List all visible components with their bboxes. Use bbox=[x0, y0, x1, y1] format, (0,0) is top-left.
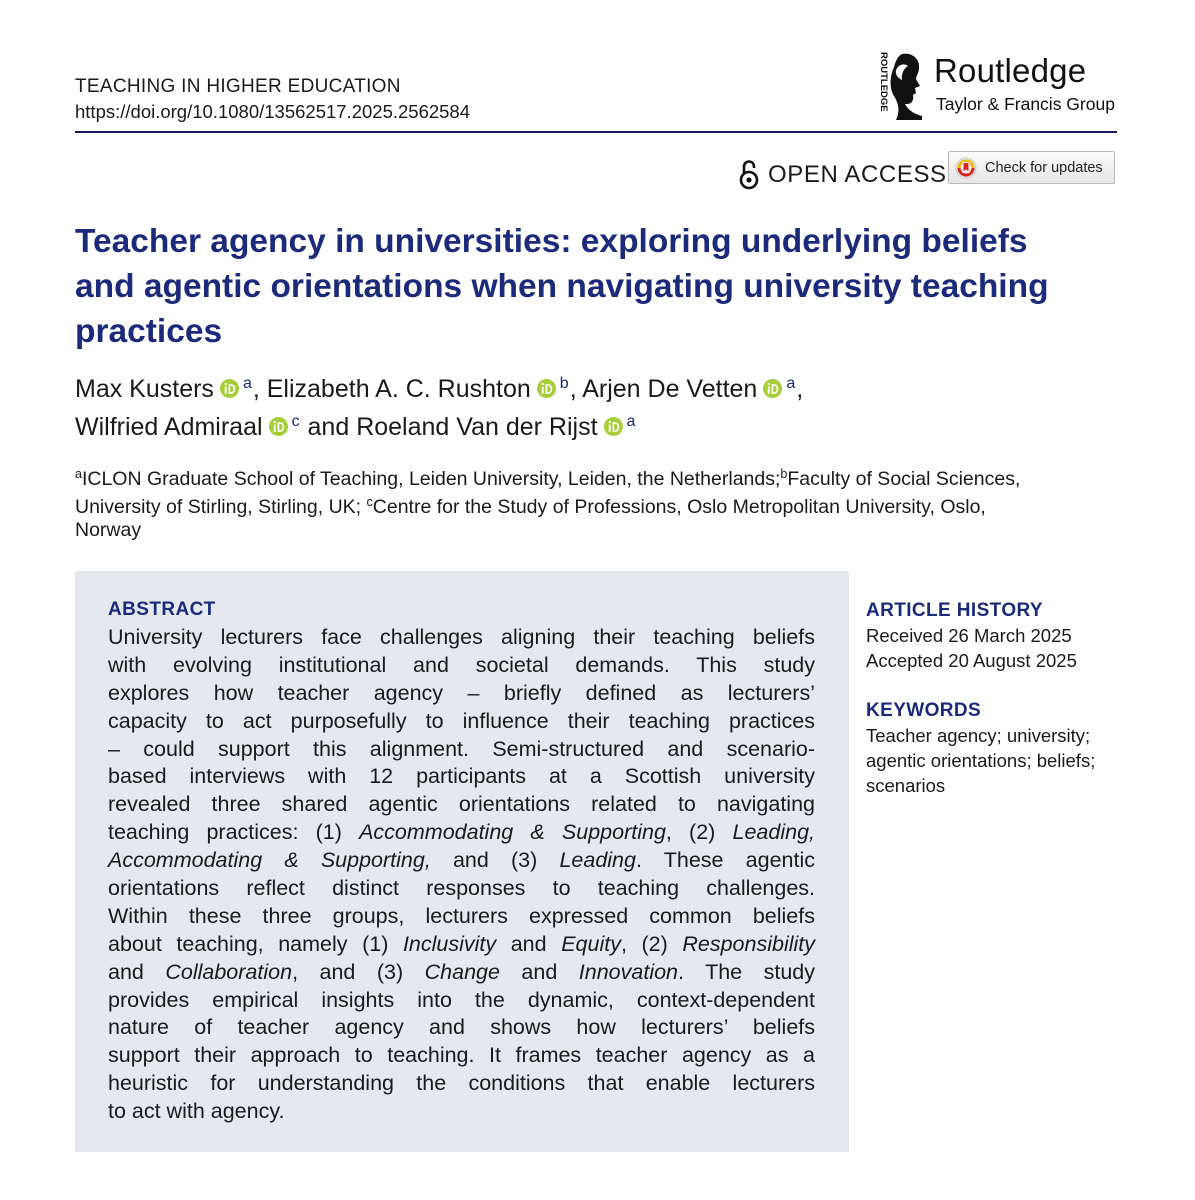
abstract-line: orientations reflect distinct responses to teaching challenges. bbox=[108, 876, 815, 901]
abstract-italic: Responsibility bbox=[682, 931, 816, 956]
abstract-text bbox=[108, 624, 815, 1126]
author-list bbox=[75, 365, 1135, 441]
check-updates-icon bbox=[955, 157, 977, 179]
abstract-italic: Inclusivity bbox=[402, 931, 497, 956]
publisher-logo bbox=[872, 50, 1122, 122]
affiliation-text: ICLON Graduate School of Teaching, Leiden University, Leiden, the Netherlands; bbox=[81, 468, 781, 490]
author-name[interactable]: Arjen De Vetten bbox=[582, 375, 758, 403]
affiliation-marker[interactable]: b bbox=[559, 375, 569, 392]
header-divider bbox=[75, 131, 1117, 133]
abstract-italic: Change bbox=[424, 959, 500, 984]
keywords-line: Teacher agency; university; bbox=[866, 725, 1091, 746]
orcid-icon[interactable] bbox=[763, 379, 782, 398]
publisher-group: Taylor & Francis Group bbox=[936, 94, 1115, 114]
author-name[interactable]: Roeland Van der Rijst bbox=[356, 413, 598, 441]
abstract-fragment: , (2) bbox=[665, 820, 733, 845]
abstract-line: heuristic for understanding the conditions that enable lecturers bbox=[108, 1071, 815, 1096]
title-line: and agentic orientations when navigating university teaching bbox=[75, 268, 1049, 305]
abstract-line: revealed three shared agentic orientations related to navigating bbox=[108, 792, 815, 817]
affiliation-marker[interactable]: a bbox=[626, 413, 636, 430]
received-date: Received 26 March 2025 bbox=[866, 625, 1072, 646]
author-name[interactable]: Elizabeth A. C. Rushton bbox=[266, 375, 531, 403]
keywords-heading: KEYWORDS bbox=[866, 700, 982, 721]
affiliation-marker[interactable]: a bbox=[242, 375, 252, 392]
abstract-line: Within these three groups, lecturers expressed common beliefs bbox=[108, 903, 815, 928]
abstract-heading: ABSTRACT bbox=[108, 599, 216, 620]
accepted-date: Accepted 20 August 2025 bbox=[866, 650, 1077, 671]
abstract-line: to act with agency. bbox=[108, 1099, 285, 1124]
author-line: Max Kusters $^a$, Elizabeth A. C. Rushton $^b$, Arjen De Vetten $^a$, bbox=[75, 375, 804, 403]
abstract-italic: Leading, bbox=[732, 820, 815, 845]
abstract-fragment: , and (3) bbox=[292, 959, 425, 984]
abstract-line bbox=[108, 931, 815, 959]
abstract-fragment: and bbox=[108, 959, 166, 984]
doi-link[interactable]: https://doi.org/10.1080/13562517.2025.2562584 bbox=[75, 101, 471, 122]
orcid-icon[interactable] bbox=[537, 379, 556, 398]
affiliations bbox=[75, 460, 1120, 544]
affiliation-marker[interactable]: a bbox=[786, 375, 796, 392]
affiliation-text: Faculty of Social Sciences, bbox=[787, 468, 1021, 490]
routledge-head-icon bbox=[872, 50, 928, 122]
abstract-italic: Collaboration bbox=[165, 959, 293, 984]
orcid-icon[interactable] bbox=[604, 417, 623, 436]
keywords-line: agentic orientations; beliefs; bbox=[866, 750, 1096, 771]
publisher-vertical-text: ROUTLEDGE bbox=[878, 52, 889, 112]
affiliation-key: b bbox=[780, 467, 788, 481]
orcid-icon[interactable] bbox=[220, 379, 239, 398]
authors-joiner: and bbox=[307, 413, 350, 441]
affiliation-marker[interactable]: c bbox=[291, 413, 300, 430]
abstract-italic: Accommodating & Supporting bbox=[359, 820, 666, 845]
abstract-fragment: and (3) bbox=[430, 848, 560, 873]
abstract-line: explores how teacher agency – briefly defined as lecturers’ bbox=[108, 680, 815, 705]
title-line: Teacher agency in universities: exploring underlying beliefs bbox=[75, 223, 1028, 260]
abstract-line: capacity to act purposefully to influence their teaching practices bbox=[108, 708, 815, 733]
affiliation-text: Centre for the Study of Professions, Oslo Metropolitan University, Oslo, bbox=[372, 496, 986, 518]
abstract-fragment: . These agentic bbox=[635, 848, 815, 873]
abstract-fragment: and bbox=[496, 931, 562, 956]
publisher-name: Routledge bbox=[934, 52, 1087, 89]
abstract-line: based interviews with 12 participants at a Scottish university bbox=[108, 764, 815, 789]
journal-name: TEACHING IN HIGHER EDUCATION bbox=[75, 76, 401, 97]
abstract-fragment: , (2) bbox=[620, 931, 683, 956]
abstract-fragment: teaching practices: (1) bbox=[108, 820, 360, 845]
affiliation-line bbox=[75, 516, 1120, 544]
abstract-italic: Equity bbox=[561, 931, 621, 956]
abstract-line bbox=[108, 819, 815, 847]
abstract-italic: Leading bbox=[559, 848, 636, 873]
affiliation-key: c bbox=[366, 495, 373, 509]
abstract-fragment: and bbox=[499, 959, 579, 984]
keywords bbox=[866, 698, 1126, 798]
abstract-line: – could support this alignment. Semi-structured and scenario- bbox=[108, 736, 815, 761]
abstract-line: nature of teacher agency and shows how lecturers’ beliefs bbox=[108, 1015, 815, 1040]
open-access-label: OPEN ACCESS bbox=[768, 161, 947, 188]
open-lock-icon bbox=[738, 160, 760, 190]
abstract-fragment: about teaching, namely (1) bbox=[108, 931, 403, 956]
abstract-fragment: . The study bbox=[678, 959, 815, 984]
title-line: practices bbox=[75, 313, 223, 350]
orcid-icon[interactable] bbox=[269, 417, 288, 436]
keywords-line: scenarios bbox=[866, 775, 946, 796]
abstract-italic: Innovation bbox=[578, 959, 679, 984]
abstract-line: provides empirical insights into the dynamic, context-dependent bbox=[108, 987, 815, 1012]
author-name[interactable]: Max Kusters bbox=[75, 375, 214, 403]
affiliation-line bbox=[75, 460, 1120, 488]
article-history-heading: ARTICLE HISTORY bbox=[866, 600, 1044, 621]
affiliation-key: a bbox=[75, 467, 82, 481]
affiliation-text: University of Stirling, Stirling, UK; bbox=[75, 496, 362, 518]
abstract-line: support their approach to teaching. It frames teacher agency as a bbox=[108, 1043, 815, 1068]
open-access-badge bbox=[738, 158, 947, 192]
abstract-line bbox=[108, 847, 815, 875]
article-history bbox=[866, 598, 1126, 673]
check-for-updates-button[interactable] bbox=[948, 151, 1115, 184]
affiliation-text: Norway bbox=[75, 519, 142, 541]
abstract-line bbox=[108, 959, 815, 987]
affiliation-line bbox=[75, 488, 1120, 516]
author-line bbox=[75, 403, 1135, 441]
article-title bbox=[75, 219, 1135, 354]
abstract-italic: Accommodating & Supporting, bbox=[108, 848, 431, 873]
check-for-updates-label: Check for updates bbox=[985, 159, 1103, 176]
abstract-line: University lecturers face challenges aligning their teaching beliefs bbox=[108, 625, 815, 649]
abstract-line: with evolving institutional and societal demands. This study bbox=[108, 652, 815, 677]
author-name[interactable]: Wilfried Admiraal bbox=[75, 413, 263, 441]
